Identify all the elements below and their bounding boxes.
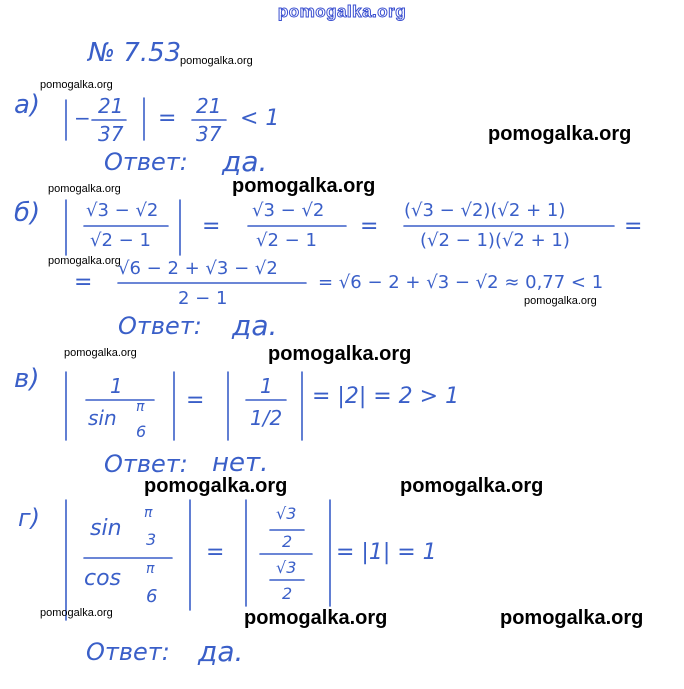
part-v-answer: нет. — [212, 448, 269, 478]
watermark: pomogalka.org — [500, 607, 644, 629]
part-g-den-6: 6 — [146, 586, 158, 607]
part-b-label: б) — [14, 198, 41, 228]
part-v-den2: 1/2 — [250, 406, 283, 430]
part-a-num1: 21 — [98, 94, 124, 118]
part-g-num-3: 3 — [146, 530, 157, 549]
part-v-rhs: = |2| = 2 > 1 — [312, 384, 460, 409]
part-g-num-sin: sin — [90, 516, 122, 541]
part-a-label: а) — [14, 90, 41, 120]
part-g-rhs-num-root: √3 — [276, 504, 297, 523]
part-v-label: в) — [14, 364, 40, 394]
part-v-num2: 1 — [260, 374, 273, 398]
watermark: pomogalka.org — [180, 55, 253, 67]
part-g-rhs: = |1| = 1 — [336, 540, 437, 565]
watermark: pomogalka.org — [232, 175, 376, 197]
part-g-rhs-den-2: 2 — [282, 584, 293, 603]
part-b-l1-rhs-den: √2 − 1 — [256, 230, 317, 251]
problem-number: № 7.53 — [88, 38, 182, 68]
part-g-eq: = — [206, 540, 225, 565]
watermark: pomogalka.org — [268, 343, 412, 365]
watermark: pomogalka.org — [400, 475, 544, 497]
part-b-answer: да. — [232, 309, 278, 342]
watermark: pomogalka.org — [40, 79, 113, 91]
part-g-den-pi: π — [146, 561, 155, 577]
part-g-label: г) — [18, 504, 40, 532]
part-v-den-pi: π — [136, 399, 145, 415]
part-b-l1-den: √2 − 1 — [90, 230, 151, 251]
watermark: pomogalka.org — [40, 607, 113, 619]
part-g-rhs-den-root: √3 — [276, 558, 297, 577]
watermark: pomogalka.org — [244, 607, 388, 629]
part-v-answer-prefix: Ответ: — [104, 450, 188, 478]
part-g-answer: да. — [198, 635, 244, 668]
part-v-den-sin: sin — [88, 406, 117, 430]
watermark: pomogalka.org — [64, 347, 137, 359]
part-b-l1-eq2: = — [360, 214, 379, 239]
watermark: pomogalka.org — [48, 255, 121, 267]
part-a-answer-prefix: Ответ: — [104, 148, 188, 176]
part-b-l2-den: 2 − 1 — [178, 288, 228, 309]
part-b-l2-eq: = — [74, 270, 93, 295]
part-g-num-pi: π — [144, 505, 153, 521]
part-v-eq: = — [186, 388, 205, 413]
part-v-num: 1 — [110, 374, 123, 398]
part-b-l1-eq: = — [202, 214, 221, 239]
part-b-answer-prefix: Ответ: — [118, 312, 202, 340]
part-a-minus: − — [74, 106, 91, 130]
site-title[interactable]: pomogalka.org — [277, 2, 407, 21]
part-b-l1-num: √3 − √2 — [86, 200, 159, 221]
part-a-compare: < 1 — [240, 106, 280, 131]
part-a-num2: 21 — [196, 94, 222, 118]
part-a-den1: 37 — [98, 122, 124, 146]
part-b-l2-rhs: = √6 − 2 + √3 − √2 ≈ 0,77 < 1 — [318, 272, 604, 293]
part-a-eq: = — [158, 106, 177, 131]
part-b-l1-rhs2-den: (√2 − 1)(√2 + 1) — [420, 230, 570, 251]
part-g-rhs-num-2: 2 — [282, 532, 293, 551]
watermark: pomogalka.org — [144, 475, 288, 497]
watermark: pomogalka.org — [48, 183, 121, 195]
part-b-l1-eq3: = — [624, 214, 643, 239]
part-b-l1-rhs2-num: (√3 − √2)(√2 + 1) — [404, 200, 566, 221]
part-a-answer: да. — [222, 145, 268, 178]
part-v-den-6: 6 — [136, 422, 147, 441]
part-b-l1-rhs-num: √3 − √2 — [252, 200, 325, 221]
watermark: pomogalka.org — [524, 295, 597, 307]
part-a-den2: 37 — [196, 122, 222, 146]
part-g-answer-prefix: Ответ: — [86, 638, 170, 666]
watermark: pomogalka.org — [488, 123, 632, 145]
part-g-den-cos: cos — [84, 566, 122, 591]
part-b-l2-num: √6 − 2 + √3 − √2 — [118, 258, 278, 279]
